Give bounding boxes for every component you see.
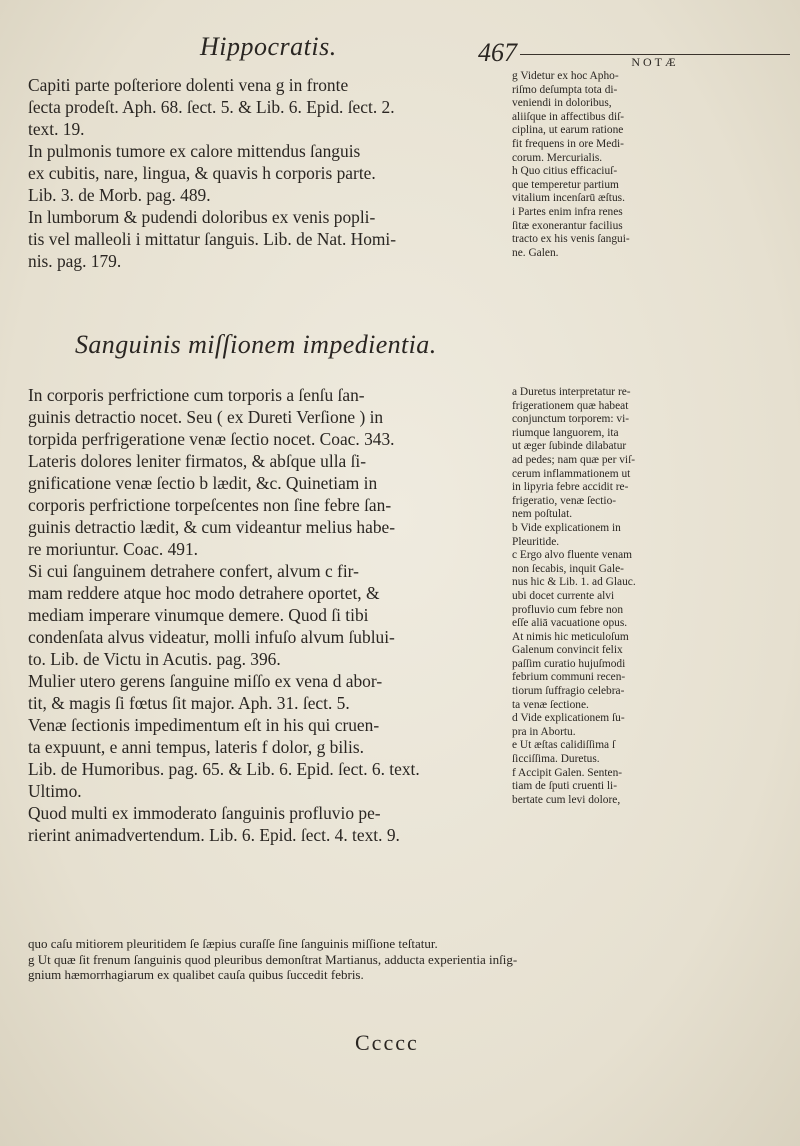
text-line: ſecta prodeſt. Aph. 68. ſect. 5. & Lib. 6. Epid. ſect. 2. — [28, 97, 395, 117]
side-notes-block-2 — [512, 386, 790, 807]
footnote-line: g Ut quæ ſit frenum ſanguinis quod pleuribus demonſtrat Martianus, adducta experientia inſig- — [28, 951, 518, 967]
note-line: ta venæ ſectione. — [512, 698, 589, 711]
note-line: fit frequens in ore Medi- — [512, 137, 624, 150]
text-line: condenſata alvus videatur, molli infuſo alvum ſublui- — [28, 627, 395, 647]
note-line: e Ut æſtas calidiſſima ſ — [512, 739, 616, 752]
text-line: Venæ ſectionis impedimentum eſt in his qui cruen- — [28, 715, 380, 735]
note-line: frigeratio, venæ ſectio- — [512, 494, 617, 507]
text-line: Capiti parte poſteriore dolenti vena g in fronte — [28, 75, 349, 95]
page-number: 467 — [478, 38, 517, 67]
note-line: ad pedes; nam quæ per viſ- — [512, 453, 636, 466]
note-line: aliiſque in affectibus diſ- — [512, 110, 625, 123]
text-line: guinis detractio lædit, & cum videantur melius habe- — [28, 517, 396, 537]
note-line: tracto ex his venis ſangui- — [512, 233, 630, 246]
note-line: a Duretus interpretatur re- — [512, 386, 631, 398]
note-line: h Quo citius efficaciuſ- — [512, 165, 618, 178]
note-line: At nimis hic meticuloſum — [512, 630, 629, 643]
text-line: re moriuntur. Coac. 491. — [28, 539, 199, 559]
text-line: In pulmonis tumore ex calore mittendus ſanguis — [28, 141, 361, 161]
signature-mark: Ccccc — [355, 1030, 419, 1055]
note-line: que temperetur partium — [512, 178, 619, 191]
note-line: Galenum convincit felix — [512, 644, 623, 657]
note-line: c Ergo alvo fluente venam — [512, 549, 632, 562]
text-line: rierint animadvertendum. Lib. 6. Epid. ſect. 4. text. 9. — [28, 825, 400, 845]
text-line: tis vel malleoli i mittatur ſanguis. Lib. de Nat. Homi- — [28, 229, 397, 249]
text-line: Si cui ſanguinem detrahere confert, alvum c fir- — [28, 561, 359, 581]
note-line: ne. Galen. — [512, 246, 559, 259]
note-line: conjunctum torporem: vi- — [512, 413, 630, 426]
note-line: corum. Mercurialis. — [512, 151, 603, 164]
main-text-block-2 — [28, 384, 514, 846]
text-line: nis. pag. 179. — [28, 251, 122, 271]
text-line: Quod multi ex immoderato ſanguinis profluvio pe- — [28, 803, 381, 823]
footnote-line: gnium hæmorrhagiarum ex qualibet cauſa quibus ſuccedit febris. — [28, 967, 364, 982]
note-line: profluvio cum febre non — [512, 603, 624, 616]
note-line: ciplina, ut earum ratione — [512, 124, 624, 137]
footnote-block — [28, 936, 792, 983]
text-line: gnificatione venæ ſectio b lædit, &c. Quinetiam in — [28, 473, 378, 493]
note-line: ſicciſſima. Duretus. — [512, 753, 600, 766]
note-line: nem poſtulat. — [512, 508, 573, 521]
running-title: Hippocratis. — [200, 32, 337, 61]
main-text-block-1 — [28, 74, 514, 272]
note-line: non ſecabis, inquit Gale- — [512, 562, 624, 575]
note-line: eſſe aliā vacuatione opus. — [512, 617, 628, 630]
note-line: nus hic & Lib. 1. ad Glauc. — [512, 576, 636, 589]
note-line: ſitæ exonerantur facilius — [512, 219, 623, 232]
note-line: febrium communi recen- — [512, 671, 626, 684]
text-line: In lumborum & pudendi doloribus ex venis popli- — [28, 207, 376, 227]
note-line: paſſim curatio hujuſmodi — [512, 657, 626, 670]
side-notes-block-1 — [512, 70, 790, 260]
text-line: Mulier utero gerens ſanguine miſſo ex vena d abor- — [28, 671, 383, 691]
text-line: mediam imperare vinumque demere. Quod ſi tibi — [28, 605, 369, 625]
note-line: f Accipit Galen. Senten- — [512, 766, 623, 779]
text-line: tit, & magis ſi fœtus ſit major. Aph. 31. ſect. 5. — [28, 693, 350, 713]
note-line: riſmo deſumpta tota di- — [512, 83, 618, 96]
note-line: cerum inflammationem ut — [512, 467, 631, 480]
text-line: Ultimo. — [28, 781, 82, 801]
note-line: vitalium incenſarū æſtus. — [512, 192, 625, 205]
note-line: in lipyria febre accidit re- — [512, 481, 629, 494]
text-line: ta expuunt, e anni tempus, lateris f dolor, g bilis. — [28, 737, 364, 757]
note-line: veniendi in doloribus, — [512, 97, 612, 110]
text-line: ex cubitis, nare, lingua, & quavis h corporis parte. — [28, 163, 376, 183]
note-line: riumque languorem, ita — [512, 426, 619, 439]
text-line: to. Lib. de Victu in Acutis. pag. 396. — [28, 649, 281, 669]
text-line: mam reddere atque hoc modo detrahere oportet, & — [28, 583, 380, 603]
footnote-line: quo caſu mitiorem pleuritidem ſe ſæpius curaſſe ſine ſanguinis miſſione teſtatur. — [28, 936, 438, 951]
section-title: Sanguinis miſſionem impedientia. — [75, 330, 437, 359]
note-line: tiorum ſuffragio celebra- — [512, 685, 625, 698]
text-line: corporis perfrictione torpeſcentes non ſine febre ſan- — [28, 495, 392, 515]
note-line: ut æger ſubinde dilabatur — [512, 440, 627, 453]
text-line: text. 19. — [28, 119, 85, 139]
text-line: guinis detractio nocet. Seu ( ex Dureti Verſione ) in — [28, 407, 384, 427]
text-line: Lib. de Humoribus. pag. 65. & Lib. 6. Epid. ſect. 6. text. — [28, 759, 420, 779]
text-line: torpida perfrigeratione venæ ſectio nocet. Coac. 343. — [28, 429, 395, 449]
note-line: pra in Abortu. — [512, 725, 576, 738]
note-line: Pleuritide. — [512, 535, 560, 548]
notes-heading: NOTÆ — [520, 54, 790, 70]
note-line: ubi docet currente alvi — [512, 589, 615, 602]
text-line: Lateris dolores leniter firmatos, & abſque ulla ſi- — [28, 451, 367, 471]
note-line: g Videtur ex hoc Apho- — [512, 70, 619, 82]
text-line: Lib. 3. de Morb. pag. 489. — [28, 185, 211, 205]
text-line: In corporis perfrictione cum torporis a ſenſu ſan- — [28, 385, 365, 405]
note-line: i Partes enim infra renes — [512, 205, 623, 218]
note-line: tiam de ſputi cruenti li- — [512, 780, 618, 793]
note-line: d Vide explicationem ſu- — [512, 712, 625, 725]
note-line: b Vide explicationem in — [512, 521, 621, 534]
note-line: bertate cum levi dolore, — [512, 793, 621, 806]
note-line: frigerationem quæ habeat — [512, 399, 629, 412]
